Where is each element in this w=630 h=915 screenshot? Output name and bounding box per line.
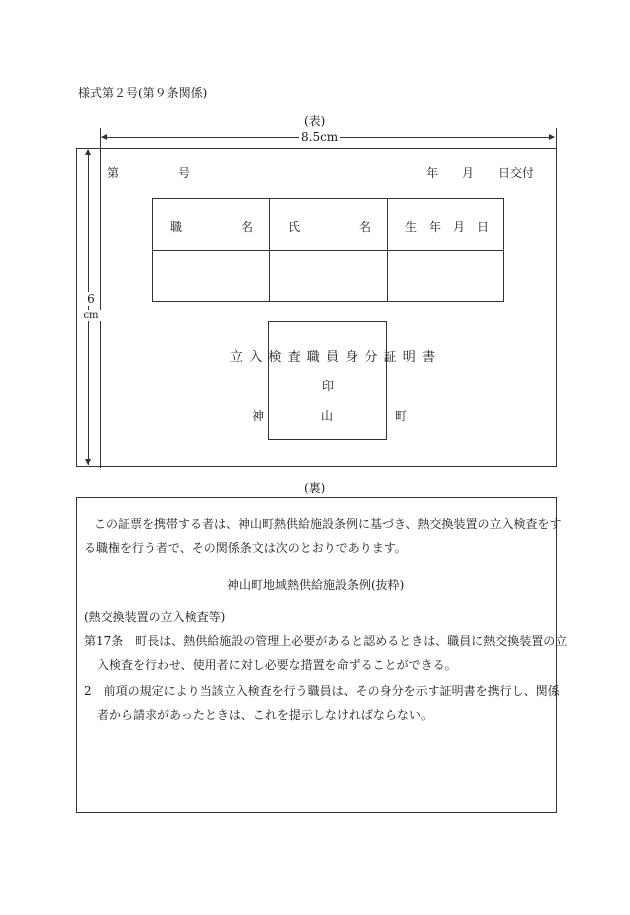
header-birth-4: 日	[477, 220, 490, 234]
article-17-line-2: 入検査を行わせ、使用者に対し必要な措置を命ずることができる。	[97, 658, 457, 672]
issue-number-prefix: 第	[107, 166, 120, 180]
info-table-col-divider-2	[387, 198, 388, 302]
paragraph-2-line-1: 2 前項の規定により当該立入検査を行う職員は、その身分を示す証明書を携行し、関係	[84, 684, 560, 698]
issue-number-suffix: 号	[178, 166, 191, 180]
issuer-town-3: 町	[395, 409, 408, 423]
issue-date-month: 月	[462, 166, 475, 180]
paragraph-2-line-2: 者から請求があったときは、これを提示しなければならない。	[97, 708, 433, 722]
info-table-col-divider-1	[269, 198, 270, 302]
seal-mark: 印	[322, 379, 335, 393]
header-name-left: 氏	[288, 220, 301, 234]
ordinance-title: 神山町地域熱供給施設条例(抜粋)	[227, 578, 405, 592]
width-dimension-label: 8.5cm	[301, 130, 339, 144]
arrow-left-icon	[101, 134, 107, 140]
info-table-row-divider	[152, 250, 504, 251]
width-extension-line-right	[556, 128, 557, 148]
issuer-town-2: 山	[321, 409, 334, 423]
issue-date-day: 日交付	[498, 166, 535, 180]
issuer-town-1: 神	[252, 409, 265, 423]
certificate-title: 立入検査職員身分証明書	[230, 350, 442, 365]
front-heading: (表)	[304, 114, 326, 128]
header-name-right: 名	[359, 220, 372, 234]
header-birth-1: 生	[405, 220, 418, 234]
back-heading: (裏)	[304, 481, 326, 495]
issue-date-year: 年	[426, 166, 439, 180]
article-17-line-1: 第17条 町長は、熱供給施設の管理上必要があると認めるときは、職員に熱交換装置の立	[84, 634, 568, 648]
intro-line-1: この証票を携帯する者は、神山町熱供給施設条例に基づき、熱交換装置の立入検査をす	[94, 517, 562, 531]
arrow-right-icon	[549, 134, 555, 140]
form-number: 様式第２号(第９条関係)	[78, 86, 208, 100]
intro-line-2: る職権を行う者で、その関係条文は次のとおりであります。	[84, 541, 407, 555]
header-position-left: 職	[170, 220, 183, 234]
height-dimension-unit: cm	[80, 310, 102, 321]
header-birth-2: 年	[429, 220, 442, 234]
article-caption: (熱交換装置の立入検査等)	[84, 610, 226, 624]
header-position-right: 名	[241, 220, 254, 234]
height-dimension-number: 6	[82, 292, 100, 306]
header-birth-3: 月	[453, 220, 466, 234]
